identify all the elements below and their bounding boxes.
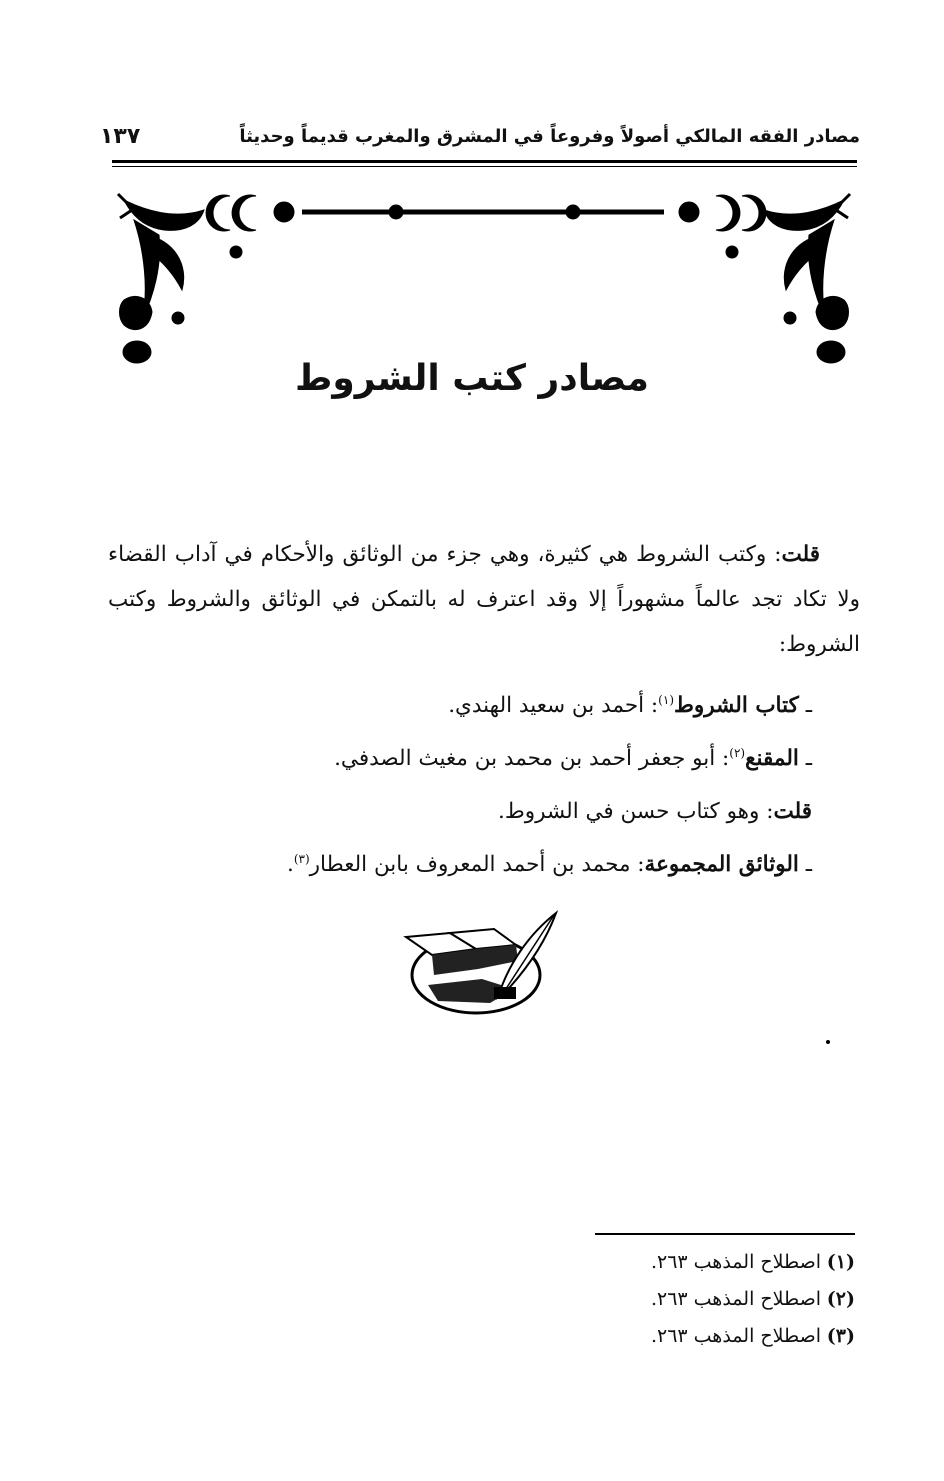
item-title: المقنع [745, 746, 799, 771]
item-title: كتاب الشروط [674, 693, 799, 718]
running-header [100, 118, 860, 154]
book-and-quill-icon [398, 905, 568, 1025]
chapter-title: مصادر كتب الشروط [295, 358, 649, 399]
footnote-number: (١) [826, 1251, 855, 1273]
item-text: : أبو جعفر أحمد بن محمد بن مغيث الصدفي. [334, 746, 730, 771]
item-text: : محمد بن أحمد المعروف بابن العطار [309, 852, 645, 877]
page-number: ١٣٧ [100, 123, 141, 149]
footnote-text: اصطلاح المذهب ٢٦٣. [650, 1251, 821, 1273]
list-item: ـ كتاب الشروط$^{(١)}$: أحمد بن سعيد الهندي. [448, 692, 812, 718]
intro-paragraph [108, 532, 860, 667]
footnote-2 [560, 1281, 855, 1318]
item-text: : أحمد بن سعيد الهندي. [448, 693, 659, 718]
stray-mark [826, 1040, 830, 1044]
running-title: مصادر الفقه المالكي أصولاً وفروعاً في المشرق والمغرب قديماً وحديثاً [239, 125, 860, 147]
footnote-text: اصطلاح المذهب ٢٦٣. [650, 1325, 821, 1347]
intro-text: : وكتب الشروط هي كثيرة، وهي جزء من الوثائق والأحكام في آداب القضاء ولا تكاد تجد عالماً مشهوراً إلا وقد اعترف له بالتمكن في الوثائق والشروط وكتب الشروط: [108, 542, 860, 657]
remark-line [108, 785, 812, 838]
list-item: ـ الوثائق المجموعة: محمد بن أحمد المعروف بابن العطار$^{(٣)}$. [286, 851, 812, 877]
footnote-ref[interactable]: (٣) [293, 851, 310, 866]
remark-text: : وهو كتاب حسن في الشروط. [498, 799, 774, 824]
footnotes [560, 1244, 855, 1355]
floral-frame-icon [104, 180, 864, 380]
footnote-ref[interactable]: (١) [658, 692, 674, 707]
item-title: الوثائق المجموعة [644, 852, 799, 877]
list-item: ـ المقنع$^{(٢)}$: أبو جعفر أحمد بن محمد بن مغيث الصدفي. [334, 745, 812, 771]
body-text [108, 532, 860, 891]
footnote-ref[interactable]: (٢) [729, 745, 746, 760]
footnote-separator [595, 1233, 855, 1235]
footnote-number: (٣) [826, 1325, 855, 1347]
footnote-number: (٢) [826, 1288, 855, 1310]
header-rule-thick [112, 160, 857, 163]
footnote-1 [560, 1244, 855, 1281]
header-rule-thin [112, 166, 857, 167]
intro-lead: قلت [781, 542, 820, 567]
remark-lead: قلت [773, 799, 812, 824]
footnote-text: اصطلاح المذهب ٢٦٣. [650, 1288, 821, 1310]
footnote-3 [560, 1318, 855, 1355]
sources-list [108, 679, 860, 891]
